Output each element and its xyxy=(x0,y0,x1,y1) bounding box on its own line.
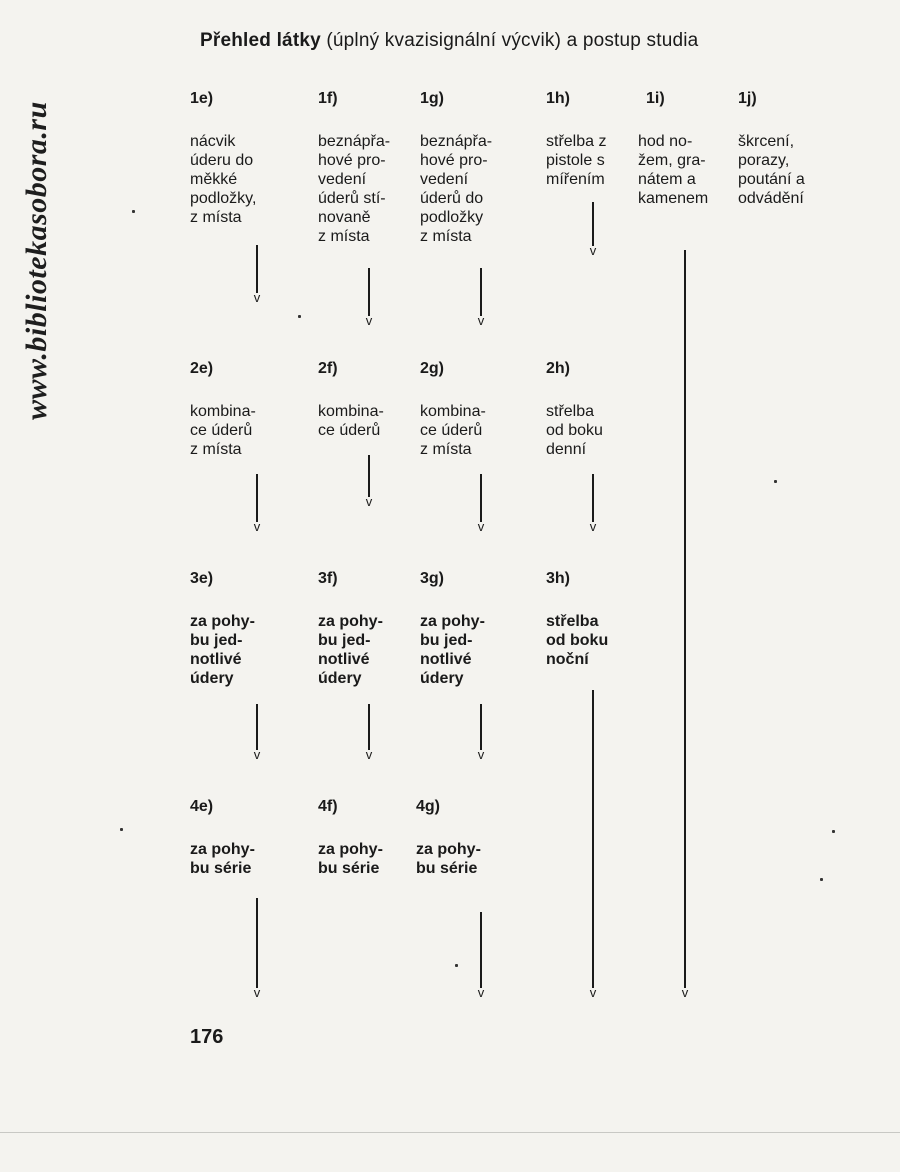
page-title-rest: (úplný kvazisignální výcvik) a postup studia xyxy=(320,30,699,51)
scan-speck xyxy=(820,878,823,881)
cell-heading: 1f) xyxy=(318,90,338,107)
arrow-down-icon: v xyxy=(250,474,264,534)
cell-4g xyxy=(416,798,481,878)
scan-speck xyxy=(132,210,135,213)
cell-text: za pohy- bu jed- notlivé údery xyxy=(318,613,383,687)
cell-1e xyxy=(190,90,256,227)
watermark: www.bibliotekasobora.ru xyxy=(20,101,53,420)
cell-1g xyxy=(420,90,492,246)
cell-1i xyxy=(638,90,708,208)
arrow-down-icon: v xyxy=(250,245,264,305)
cell-heading: 4f) xyxy=(318,798,338,815)
scan-speck xyxy=(774,480,777,483)
cell-3e xyxy=(190,570,255,688)
page-title-bold: Přehled látky xyxy=(200,30,321,51)
arrow-down-icon: v xyxy=(586,474,600,534)
cell-2e xyxy=(190,360,256,459)
cell-1j xyxy=(738,90,805,208)
arrow-down-icon: v xyxy=(250,898,264,1002)
cell-4e xyxy=(190,798,255,878)
cell-heading: 2f) xyxy=(318,360,338,377)
arrow-down-icon: v xyxy=(678,250,692,1002)
cell-heading: 3f) xyxy=(318,570,338,587)
cell-text: za pohy- bu série xyxy=(416,841,481,877)
arrow-down-icon: v xyxy=(362,268,376,328)
cell-heading: 1i) xyxy=(646,90,665,107)
arrow-down-icon: v xyxy=(586,690,600,1002)
cell-text: kombina- ce úderů z místa xyxy=(190,403,256,458)
cell-text: střelba od boku denní xyxy=(546,403,603,458)
cell-4f xyxy=(318,798,383,878)
cell-text: nácvik úderu do měkké podložky, z místa xyxy=(190,133,257,226)
page-edge-divider xyxy=(0,1132,900,1133)
arrow-down-icon: v xyxy=(474,268,488,328)
cell-text: střelba od boku noční xyxy=(546,613,609,668)
page-number: 176 xyxy=(190,1026,224,1048)
arrow-down-icon: v xyxy=(474,912,488,1002)
cell-heading: 4g) xyxy=(416,798,440,815)
cell-heading: 3g) xyxy=(420,570,444,587)
cell-3g xyxy=(420,570,485,688)
arrow-down-icon: v xyxy=(362,455,376,515)
cell-heading: 2e) xyxy=(190,360,214,377)
cell-heading: 3e) xyxy=(190,570,214,587)
arrow-down-icon: v xyxy=(474,474,488,534)
cell-text: za pohy- bu jed- notlivé údery xyxy=(420,613,485,687)
cell-2f xyxy=(318,360,384,440)
arrow-down-icon: v xyxy=(362,704,376,764)
cell-text: za pohy- bu série xyxy=(318,841,383,877)
cell-heading: 1g) xyxy=(420,90,444,107)
cell-1h xyxy=(546,90,606,189)
cell-heading: 2g) xyxy=(420,360,444,377)
scan-speck xyxy=(298,315,301,318)
arrow-down-icon: v xyxy=(250,704,264,764)
cell-text: beznápřa- hové pro- vedení úderů do podložky z místa xyxy=(420,133,493,245)
cell-text: za pohy- bu jed- notlivé údery xyxy=(190,613,255,687)
cell-text: beznápřa- hové pro- vedení úderů stí- novaně z místa xyxy=(318,133,391,245)
cell-heading: 1j) xyxy=(738,90,757,107)
scan-speck xyxy=(832,830,835,833)
cell-text: za pohy- bu série xyxy=(190,841,255,877)
cell-2h xyxy=(546,360,603,459)
cell-text: hod no- žem, gra- nátem a kamenem xyxy=(638,133,709,207)
scan-speck xyxy=(455,964,458,967)
cell-text: škrcení, porazy, poutání a odvádění xyxy=(738,133,805,207)
cell-text: kombina- ce úderů xyxy=(318,403,384,439)
cell-1f xyxy=(318,90,390,246)
arrow-down-icon: v xyxy=(586,202,600,262)
cell-3h xyxy=(546,570,608,669)
cell-2g xyxy=(420,360,486,459)
cell-heading: 2h) xyxy=(546,360,570,377)
page-title xyxy=(200,30,698,52)
cell-text: kombina- ce úderů z místa xyxy=(420,403,486,458)
cell-heading: 4e) xyxy=(190,798,214,815)
cell-heading: 1e) xyxy=(190,90,214,107)
arrow-down-icon: v xyxy=(474,704,488,764)
cell-text: střelba z pistole s mířením xyxy=(546,133,607,188)
cell-heading: 1h) xyxy=(546,90,570,107)
cell-heading: 3h) xyxy=(546,570,570,587)
cell-3f xyxy=(318,570,383,688)
scan-speck xyxy=(120,828,123,831)
